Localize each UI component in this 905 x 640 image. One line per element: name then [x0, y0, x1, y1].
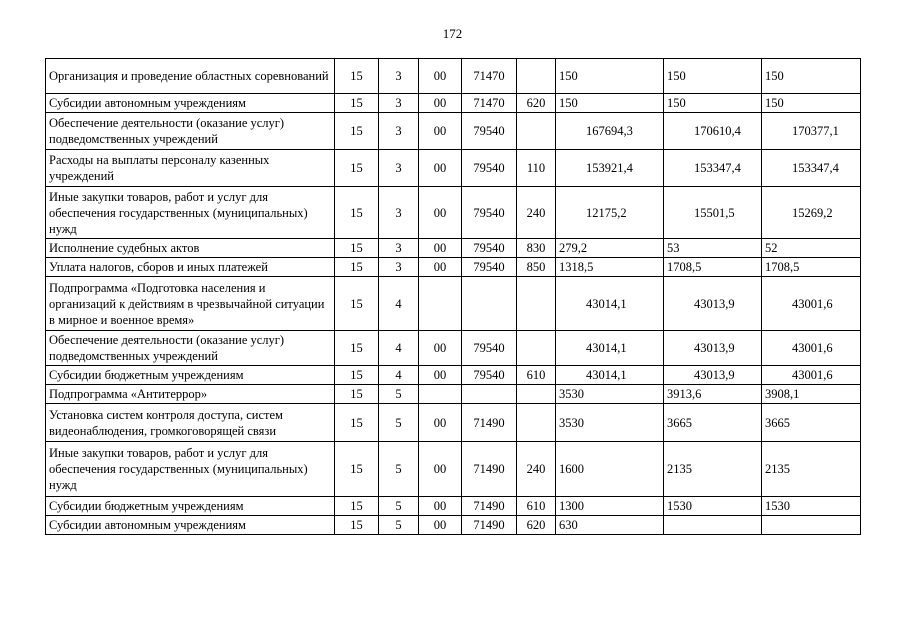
code-cell: 79540 — [462, 187, 517, 239]
code-cell — [419, 385, 462, 404]
amount-cell: 150 — [556, 94, 664, 113]
table-row — [46, 404, 861, 442]
table-row — [46, 442, 861, 497]
page-number: 172 — [442, 26, 463, 41]
table-row — [46, 277, 861, 331]
table-row — [46, 366, 861, 385]
code-cell: 4 — [379, 366, 419, 385]
amount-cell: 3530 — [556, 404, 664, 442]
code-cell — [419, 277, 462, 331]
table-row — [46, 150, 861, 187]
table-row — [46, 113, 861, 150]
code-cell: 4 — [379, 331, 419, 366]
code-cell: 5 — [379, 404, 419, 442]
code-cell: 110 — [517, 150, 556, 187]
amount-cell: 43013,9 — [664, 277, 762, 331]
amount-cell: 279,2 — [556, 239, 664, 258]
amount-cell: 15501,5 — [664, 187, 762, 239]
code-cell: 830 — [517, 239, 556, 258]
amount-cell: 1708,5 — [762, 258, 861, 277]
code-cell: 00 — [419, 113, 462, 150]
code-cell: 15 — [335, 150, 379, 187]
row-name-cell: Организация и проведение областных соревнований — [46, 59, 335, 94]
code-cell — [517, 113, 556, 150]
table-row — [46, 187, 861, 239]
code-cell: 3 — [379, 187, 419, 239]
code-cell: 79540 — [462, 331, 517, 366]
code-cell: 00 — [419, 497, 462, 516]
code-cell: 79540 — [462, 258, 517, 277]
code-cell: 15 — [335, 59, 379, 94]
code-cell: 240 — [517, 187, 556, 239]
amount-cell: 150 — [556, 59, 664, 94]
code-cell: 3 — [379, 150, 419, 187]
code-cell: 15 — [335, 331, 379, 366]
code-cell: 15 — [335, 94, 379, 113]
amount-cell: 43013,9 — [664, 331, 762, 366]
row-name-cell: Расходы на выплаты персоналу казенных учреждений — [46, 150, 335, 187]
code-cell — [517, 404, 556, 442]
amount-cell: 167694,3 — [556, 113, 664, 150]
amount-cell: 12175,2 — [556, 187, 664, 239]
code-cell — [462, 277, 517, 331]
amount-cell: 170377,1 — [762, 113, 861, 150]
code-cell — [462, 385, 517, 404]
code-cell — [517, 385, 556, 404]
code-cell: 79540 — [462, 366, 517, 385]
code-cell: 5 — [379, 497, 419, 516]
amount-cell: 153921,4 — [556, 150, 664, 187]
code-cell: 71490 — [462, 516, 517, 535]
amount-cell: 53 — [664, 239, 762, 258]
row-name-cell: Исполнение судебных актов — [46, 239, 335, 258]
code-cell: 15 — [335, 187, 379, 239]
code-cell: 610 — [517, 497, 556, 516]
code-cell: 71490 — [462, 442, 517, 497]
code-cell: 620 — [517, 516, 556, 535]
amount-cell: 43013,9 — [664, 366, 762, 385]
amount-cell: 153347,4 — [664, 150, 762, 187]
code-cell: 00 — [419, 442, 462, 497]
row-name-cell: Субсидии автономным учреждениям — [46, 516, 335, 535]
amount-cell — [762, 516, 861, 535]
code-cell: 5 — [379, 516, 419, 535]
amount-cell: 43014,1 — [556, 366, 664, 385]
row-name-cell: Подпрограмма «Антитеррор» — [46, 385, 335, 404]
code-cell: 3 — [379, 258, 419, 277]
code-cell: 4 — [379, 277, 419, 331]
amount-cell: 43001,6 — [762, 366, 861, 385]
amount-cell: 150 — [664, 94, 762, 113]
row-name-cell: Подпрограмма «Подготовка населения и организаций к действиям в чрезвычайной ситуации в мирное и военное время» — [46, 277, 335, 331]
code-cell: 15 — [335, 404, 379, 442]
amount-cell: 43001,6 — [762, 277, 861, 331]
amount-cell: 43014,1 — [556, 331, 664, 366]
code-cell: 5 — [379, 385, 419, 404]
row-name-cell: Субсидии бюджетным учреждениям — [46, 497, 335, 516]
amount-cell: 3665 — [762, 404, 861, 442]
amount-cell: 43014,1 — [556, 277, 664, 331]
code-cell: 3 — [379, 59, 419, 94]
code-cell: 00 — [419, 404, 462, 442]
amount-cell: 150 — [762, 59, 861, 94]
code-cell: 71470 — [462, 94, 517, 113]
amount-cell: 630 — [556, 516, 664, 535]
row-name-cell: Обеспечение деятельности (оказание услуг) подведомственных учреждений — [46, 331, 335, 366]
budget-table — [45, 58, 861, 535]
amount-cell: 43001,6 — [762, 331, 861, 366]
amount-cell: 2135 — [664, 442, 762, 497]
table-row — [46, 94, 861, 113]
code-cell: 71490 — [462, 404, 517, 442]
code-cell: 5 — [379, 442, 419, 497]
code-cell: 620 — [517, 94, 556, 113]
amount-cell: 1318,5 — [556, 258, 664, 277]
row-name-cell: Обеспечение деятельности (оказание услуг) подведомственных учреждений — [46, 113, 335, 150]
amount-cell: 52 — [762, 239, 861, 258]
amount-cell: 1708,5 — [664, 258, 762, 277]
row-name-cell: Иные закупки товаров, работ и услуг для обеспечения государственных (муниципальных) нужд — [46, 187, 335, 239]
code-cell: 00 — [419, 59, 462, 94]
table-row — [46, 258, 861, 277]
code-cell: 00 — [419, 239, 462, 258]
code-cell: 15 — [335, 366, 379, 385]
code-cell: 79540 — [462, 150, 517, 187]
code-cell: 15 — [335, 516, 379, 535]
row-name-cell: Иные закупки товаров, работ и услуг для обеспечения государственных (муниципальных) нужд — [46, 442, 335, 497]
table-row — [46, 516, 861, 535]
code-cell: 00 — [419, 331, 462, 366]
amount-cell: 3530 — [556, 385, 664, 404]
code-cell: 15 — [335, 113, 379, 150]
code-cell: 15 — [335, 239, 379, 258]
amount-cell: 170610,4 — [664, 113, 762, 150]
code-cell: 00 — [419, 94, 462, 113]
code-cell: 71470 — [462, 59, 517, 94]
code-cell: 15 — [335, 497, 379, 516]
amount-cell: 3908,1 — [762, 385, 861, 404]
code-cell: 00 — [419, 258, 462, 277]
code-cell: 00 — [419, 366, 462, 385]
code-cell: 00 — [419, 187, 462, 239]
amount-cell: 3913,6 — [664, 385, 762, 404]
code-cell: 15 — [335, 258, 379, 277]
code-cell: 00 — [419, 516, 462, 535]
code-cell: 240 — [517, 442, 556, 497]
amount-cell — [664, 516, 762, 535]
amount-cell: 153347,4 — [762, 150, 861, 187]
code-cell — [517, 277, 556, 331]
amount-cell: 150 — [664, 59, 762, 94]
code-cell: 610 — [517, 366, 556, 385]
code-cell: 15 — [335, 277, 379, 331]
table-row — [46, 239, 861, 258]
amount-cell: 2135 — [762, 442, 861, 497]
row-name-cell: Установка систем контроля доступа, систем видеонаблюдения, громкоговорящей связи — [46, 404, 335, 442]
table-row — [46, 59, 861, 94]
amount-cell: 1530 — [664, 497, 762, 516]
code-cell: 3 — [379, 94, 419, 113]
code-cell — [517, 331, 556, 366]
table-row — [46, 385, 861, 404]
code-cell — [517, 59, 556, 94]
row-name-cell: Субсидии бюджетным учреждениям — [46, 366, 335, 385]
code-cell: 15 — [335, 442, 379, 497]
code-cell: 71490 — [462, 497, 517, 516]
code-cell: 15 — [335, 385, 379, 404]
amount-cell: 1530 — [762, 497, 861, 516]
table-row — [46, 497, 861, 516]
code-cell: 3 — [379, 113, 419, 150]
table-row — [46, 331, 861, 366]
code-cell: 79540 — [462, 113, 517, 150]
row-name-cell: Субсидии автономным учреждениям — [46, 94, 335, 113]
amount-cell: 1600 — [556, 442, 664, 497]
row-name-cell: Уплата налогов, сборов и иных платежей — [46, 258, 335, 277]
amount-cell: 15269,2 — [762, 187, 861, 239]
amount-cell: 3665 — [664, 404, 762, 442]
code-cell: 00 — [419, 150, 462, 187]
amount-cell: 150 — [762, 94, 861, 113]
code-cell: 3 — [379, 239, 419, 258]
code-cell: 850 — [517, 258, 556, 277]
amount-cell: 1300 — [556, 497, 664, 516]
code-cell: 79540 — [462, 239, 517, 258]
